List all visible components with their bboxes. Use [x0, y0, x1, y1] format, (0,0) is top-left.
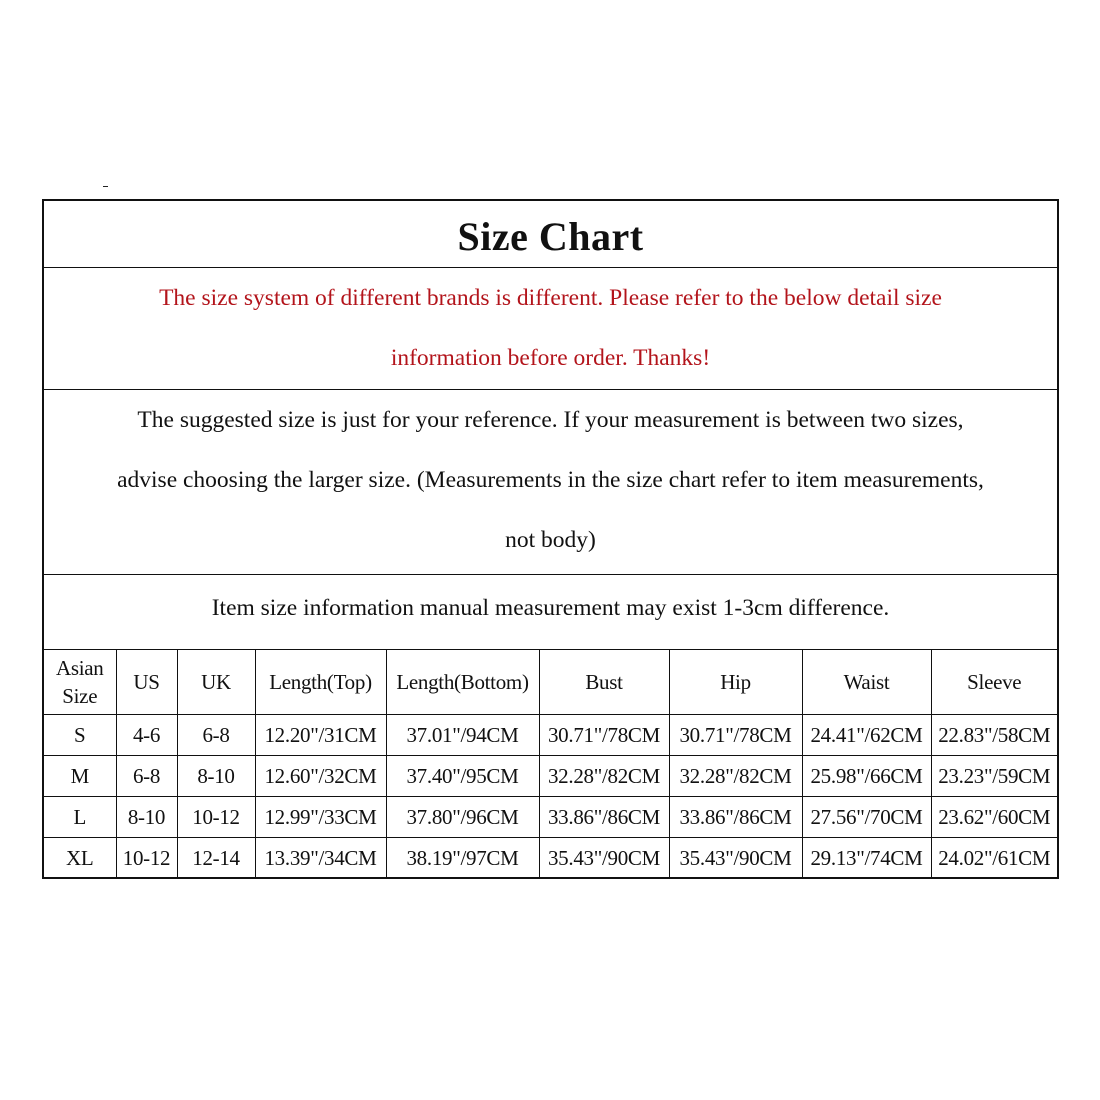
cell-uk: 6-8: [177, 715, 255, 756]
cell-us: 6-8: [116, 756, 177, 797]
chart-title: Size Chart: [457, 214, 644, 259]
cell-bust: 35.43"/90CM: [539, 838, 669, 879]
table-row: [44, 838, 1057, 879]
cell-sleeve: 23.23"/59CM: [931, 756, 1057, 797]
size-table-header-row: [44, 650, 1057, 715]
cell-hip: 32.28"/82CM: [669, 756, 802, 797]
cell-length-bottom: 37.80"/96CM: [386, 797, 539, 838]
cell-hip: 35.43"/90CM: [669, 838, 802, 879]
cell-length-top: 12.99"/33CM: [255, 797, 386, 838]
measurement-notice: [44, 575, 1057, 649]
cell-us: 10-12: [116, 838, 177, 879]
cell-length-top: 12.20"/31CM: [255, 715, 386, 756]
header-asian-size: Asian Size: [44, 650, 116, 715]
brand-notice-line-2: information before order. Thanks!: [390, 345, 711, 371]
table-row: [44, 715, 1057, 756]
brand-notice-line-1: The size system of different brands is different. Please refer to the below detail size: [159, 285, 942, 311]
header-waist: Waist: [802, 650, 931, 715]
cell-length-bottom: 37.40"/95CM: [386, 756, 539, 797]
cell-hip: 30.71"/78CM: [669, 715, 802, 756]
measurement-notice-text: Item size information manual measurement may exist 1-3cm difference.: [211, 595, 890, 621]
cell-length-top: 12.60"/32CM: [255, 756, 386, 797]
table-row: [44, 756, 1057, 797]
cell-sleeve: 22.83"/58CM: [931, 715, 1057, 756]
header-bust: Bust: [539, 650, 669, 715]
cell-us: 4-6: [116, 715, 177, 756]
cell-uk: 12-14: [177, 838, 255, 879]
cell-asian-size: M: [44, 756, 116, 797]
cell-asian-size: XL: [44, 838, 116, 879]
cell-sleeve: 23.62"/60CM: [931, 797, 1057, 838]
brand-notice: [44, 268, 1057, 390]
cell-uk: 10-12: [177, 797, 255, 838]
reference-notice: [44, 390, 1057, 575]
header-hip: Hip: [669, 650, 802, 715]
size-chart: [42, 199, 1059, 879]
cell-asian-size: S: [44, 715, 116, 756]
reference-notice-line-3: not body): [505, 527, 596, 553]
cell-waist: 24.41"/62CM: [802, 715, 931, 756]
header-us: US: [116, 650, 177, 715]
cell-length-bottom: 38.19"/97CM: [386, 838, 539, 879]
cell-length-bottom: 37.01"/94CM: [386, 715, 539, 756]
cell-bust: 32.28"/82CM: [539, 756, 669, 797]
cell-waist: 29.13"/74CM: [802, 838, 931, 879]
reference-notice-line-2: advise choosing the larger size. (Measurements in the size chart refer to item measurements,: [117, 467, 984, 493]
cell-asian-size: L: [44, 797, 116, 838]
title-row: [44, 201, 1057, 268]
cell-us: 8-10: [116, 797, 177, 838]
cell-sleeve: 24.02"/61CM: [931, 838, 1057, 879]
header-length-bottom: Length(Bottom): [386, 650, 539, 715]
header-uk: UK: [177, 650, 255, 715]
header-length-top: Length(Top): [255, 650, 386, 715]
cell-bust: 30.71"/78CM: [539, 715, 669, 756]
size-table: [44, 649, 1057, 878]
cell-waist: 25.98"/66CM: [802, 756, 931, 797]
reference-notice-line-1: The suggested size is just for your reference. If your measurement is between two sizes,: [137, 407, 964, 433]
header-sleeve: Sleeve: [931, 650, 1057, 715]
cell-length-top: 13.39"/34CM: [255, 838, 386, 879]
stray-mark: [103, 186, 108, 187]
cell-waist: 27.56"/70CM: [802, 797, 931, 838]
cell-hip: 33.86"/86CM: [669, 797, 802, 838]
cell-uk: 8-10: [177, 756, 255, 797]
table-row: [44, 797, 1057, 838]
cell-bust: 33.86"/86CM: [539, 797, 669, 838]
